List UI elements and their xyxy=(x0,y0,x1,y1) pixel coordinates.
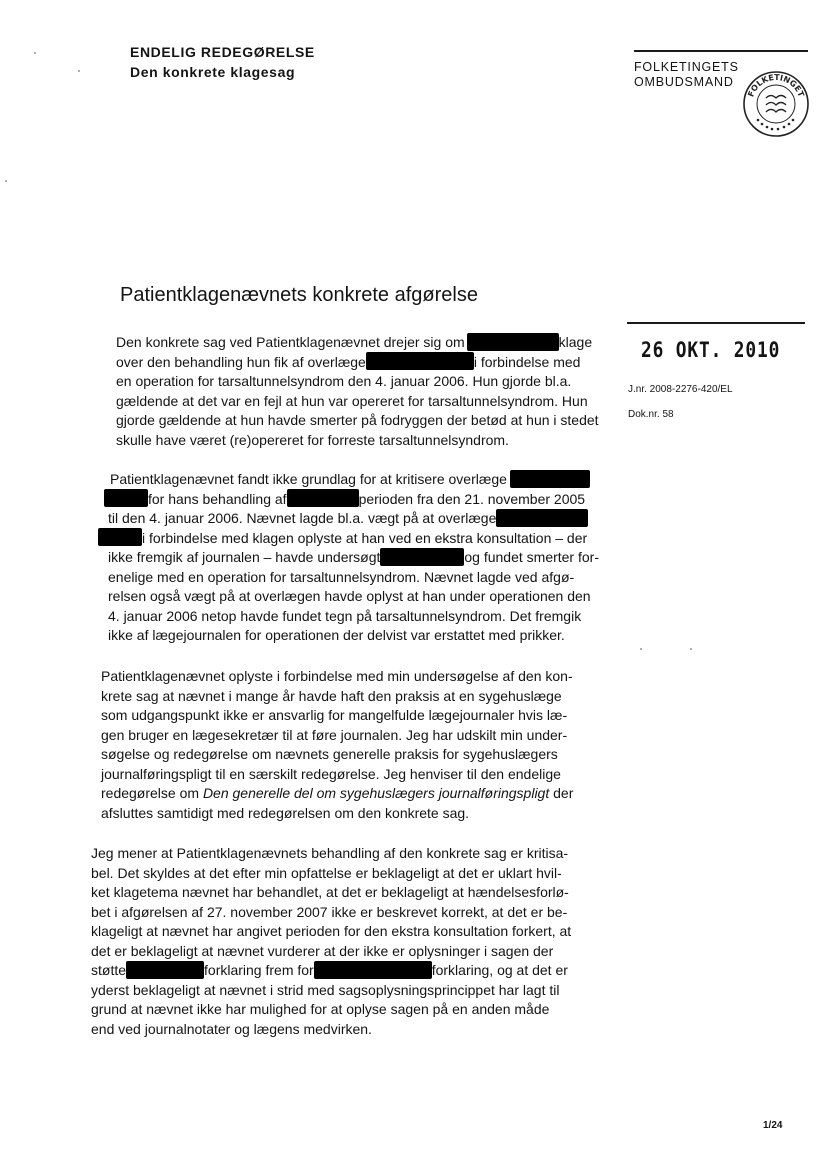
p1-line-6: skulle have været (re)opereret for forreste tarsaltunnelsyndrom. xyxy=(116,431,509,448)
p4-line-10: end ved journalnotater og lægens medvirken. xyxy=(91,1020,372,1037)
p4-line-7c: forklaring, og at det er xyxy=(431,962,568,978)
p2-line-2b: perioden fra den 21. november 2005 xyxy=(358,490,586,507)
org-line-2: OMBUDSMAND xyxy=(634,75,734,89)
redaction xyxy=(496,509,588,527)
scan-speck xyxy=(34,52,36,54)
ombudsman-seal-icon xyxy=(742,70,810,138)
p2-line-6: enelige med en operation for tarsaltunnelsyndrom. Nævnet lagde ved afgø- xyxy=(108,568,575,585)
organization-name xyxy=(634,60,739,90)
p2-line-2a: for hans behandling af xyxy=(148,490,287,507)
p4-line-5: klageligt at nævnet har angivet perioden for den ekstra konsultation forkert, at xyxy=(91,923,572,939)
p1-line-2a: over den behandling hun fik af overlæge xyxy=(116,353,366,370)
p3-line-4: gen bruger en lægesekretær til at føre journalen. Jeg har udskilt min under- xyxy=(101,726,568,743)
p1-line-4: gældende at det var en fejl at hun var opereret for tarsaltunnelsyndrom. Hun xyxy=(116,392,588,409)
document-header xyxy=(130,42,315,82)
document-number: Dok.nr. 58 xyxy=(628,409,674,420)
date-stamp: 26 OKT. 2010 xyxy=(641,338,781,362)
paragraph-2 xyxy=(108,470,599,646)
referenced-report-title: Den generelle del om sygehuslægers journalføringspligt xyxy=(202,785,550,801)
header-subheading: Den konkrete klagesag xyxy=(130,64,296,80)
paragraph-3 xyxy=(101,667,573,823)
p2-line-1: Patientklagenævnet fandt ikke grundlag for at kritisere overlæge xyxy=(110,471,507,487)
header-heading: ENDELIG REDEGØRELSE xyxy=(130,44,315,60)
scan-speck xyxy=(690,648,692,650)
p2-line-4: i forbindelse med klagen oplyste at han ved en ekstra konsultation – der xyxy=(142,529,588,546)
p3-line-8: afsluttes samtidigt med redegørelsen om den konkrete sag. xyxy=(101,804,470,821)
p2-line-3: til den 4. januar 2006. Nævnet lagde bl.a. vægt på at overlæge xyxy=(108,510,497,526)
redaction xyxy=(467,333,559,351)
redaction xyxy=(314,961,432,979)
svg-text:FOLKETINGET: FOLKETINGET xyxy=(746,72,806,99)
p3-line-2: krete sag at nævnet i mange år havde haft den praksis at en sygehuslæge xyxy=(101,687,562,704)
redaction xyxy=(510,470,590,488)
scan-speck xyxy=(78,70,80,72)
p1-line-3: en operation for tarsaltunnelsyndrom den 4. januar 2006. Hun gjorde bl.a. xyxy=(116,373,572,389)
redaction xyxy=(380,548,464,566)
redaction xyxy=(104,489,148,507)
scan-speck xyxy=(5,180,7,182)
p2-line-8: 4. januar 2006 netop havde fundet tegn på tarsaltunnelsyndrom. Det fremgik xyxy=(108,607,582,624)
page-number: 1/24 xyxy=(763,1120,783,1131)
p3-line-1: Patientklagenævnet oplyste i forbindelse med min undersøgelse af den kon- xyxy=(101,668,573,684)
p3-line-6: journalføringspligt til en særskilt redegørelse. Jeg henviser til den endelige xyxy=(101,765,561,782)
journal-number: J.nr. 2008-2276-420/EL xyxy=(628,384,733,395)
p4-line-3: ket klagetema nævnet har behandlet, at det er beklageligt at hændelsesforlø- xyxy=(91,884,569,900)
paragraph-1 xyxy=(116,333,599,450)
p1-line-1b: klage xyxy=(558,334,593,350)
p1-line-1a: Den konkrete sag ved Patientklagenævnet drejer sig om xyxy=(116,334,465,350)
p3-line-3: som udgangspunkt ikke er ansvarlig for mangelfulde lægejournaler hvis læ- xyxy=(101,707,568,723)
p2-line-5b: og fundet smerter for- xyxy=(464,549,599,565)
p4-line-2: bel. Det skyldes at det efter min opfattelse er beklageligt at det er uklart hvil- xyxy=(91,864,562,881)
redaction xyxy=(98,528,142,546)
side-rule xyxy=(627,322,805,324)
document-title: Patientklagenævnets konkrete afgørelse xyxy=(120,284,478,306)
p2-line-9: ikke af lægejournalen for operationen der delvist var erstattet med prikker. xyxy=(108,627,565,643)
p4-line-9: grund at nævnet ikke har mulighed for at oplyse sagen på en anden måde xyxy=(91,1001,550,1017)
p3-line-7a: redegørelse om xyxy=(101,785,203,801)
p3-line-7c: der xyxy=(549,785,574,801)
p2-line-5a: ikke fremgik af journalen – havde undersøgt xyxy=(108,549,381,565)
redaction xyxy=(126,961,204,979)
p4-line-1: Jeg mener at Patientklagenævnets behandling af den konkrete sag er kritisa- xyxy=(91,845,569,861)
p4-line-8: yderst beklageligt at nævnet i strid med sagsoplysningsprincippet har lagt til xyxy=(91,981,560,998)
p1-line-2b: i forbindelse med xyxy=(473,353,581,370)
redaction xyxy=(366,352,474,370)
p1-line-5: gjorde gældende at hun havde smerter på fodryggen der betød at hun i stedet xyxy=(116,412,599,428)
p4-line-6: det er beklageligt at nævnet vurderer at der ikke er oplysninger i sagen der xyxy=(91,942,554,959)
p3-line-5: søgelse og redegørelse om nævnets generelle praksis for sygehuslægers xyxy=(101,746,558,762)
p4-line-4: bet i afgørelsen af 27. november 2007 ikke er beskrevet korrekt, at det er be- xyxy=(91,903,568,920)
paragraph-4 xyxy=(91,844,571,1039)
scan-speck xyxy=(640,648,642,650)
redaction xyxy=(287,489,359,507)
header-rule xyxy=(634,50,808,52)
org-line-1: FOLKETINGETS xyxy=(634,60,739,74)
p4-line-7b: forklaring frem for xyxy=(204,962,314,978)
p2-line-7: relsen også vægt på at overlægen havde oplyst at han under operationen den xyxy=(108,588,591,604)
p4-line-7a: støtte xyxy=(91,962,127,978)
